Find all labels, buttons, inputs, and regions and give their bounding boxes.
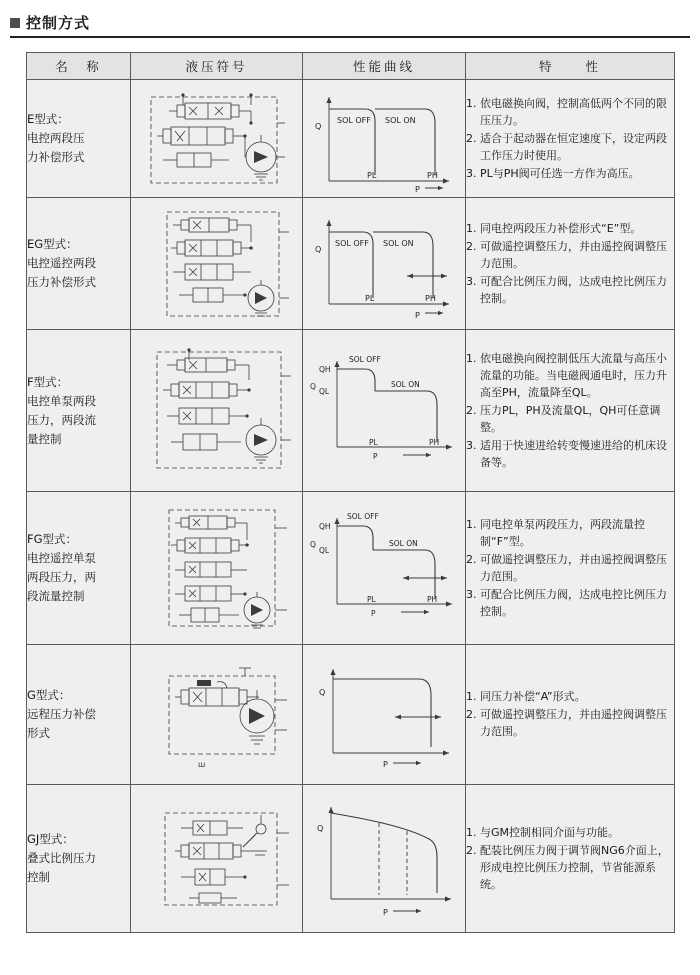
feature-item: 3. 适用于快速进给转变慢速进给的机床设备等。 [466, 438, 667, 469]
hydraulic-symbol-cell [131, 80, 303, 198]
performance-curve-cell [303, 645, 466, 785]
row-name-line: 力补偿形式 [27, 150, 85, 164]
curve-series-label: SOL OFF [348, 354, 381, 364]
performance-curve-eg [307, 208, 462, 320]
row-name-cell [27, 80, 131, 198]
row-name-cell [27, 198, 131, 330]
row-name-line: 段流量控制 [27, 589, 85, 603]
curve-y-axis-label: Q [309, 381, 316, 391]
row-name-line: 量控制 [27, 431, 62, 446]
column-header-curve: 性能曲线 [303, 53, 466, 80]
row-name-line: 压力补偿形式 [27, 275, 96, 289]
hydraulic-symbol-diagram-e [133, 83, 301, 195]
feature-item: 1. 同压力补偿“A”形式。 [466, 690, 586, 703]
row-name-cell [27, 645, 131, 785]
row-name-cell [27, 330, 131, 492]
page-title [10, 12, 90, 33]
features-cell [466, 785, 675, 933]
curve-series-label: SOL ON [390, 379, 420, 389]
page-title-text: 控制方式 [26, 14, 91, 32]
table-row [27, 645, 675, 785]
feature-item: 2. 可做遥控调整压力，并由遥控阀调整压力范围。 [466, 552, 667, 583]
row-name-line: E型式： [27, 112, 69, 126]
table-row [27, 198, 675, 330]
feature-item: 3. 可配合比例压力阀，达成电控比例压力控制。 [466, 587, 667, 618]
hydraulic-symbol-diagram-fg [133, 496, 301, 640]
row-name-cell [27, 492, 131, 645]
feature-item: 2. 配装比例压力阀于调节阀NG6介面上，形成电控比例压力控制，节省能源系统。 [466, 843, 669, 891]
curve-x-axis-label: P [382, 759, 388, 769]
curve-y-axis-label: Q [314, 244, 321, 254]
features-cell [466, 492, 675, 645]
curve-y-axis-label: Q [309, 540, 316, 549]
curve-series-label: SOL OFF [336, 115, 371, 125]
curve-x-tick: PL [368, 437, 378, 447]
performance-curve-fg [307, 504, 462, 632]
control-type-table [26, 52, 675, 933]
row-name-line: 形式 [27, 726, 50, 740]
curve-y-axis-label: Q [314, 121, 321, 131]
row-name-line: 压力，两段流 [27, 412, 96, 427]
row-name-line: 叠式比例压力 [27, 851, 96, 865]
feature-item: 1. 与GM控制相同介面与功能。 [466, 825, 620, 839]
performance-curve-f [307, 347, 462, 475]
feature-item: 1. 依电磁换向阀，控制高低两个不同的限压压力。 [466, 96, 667, 127]
curve-y-tick: QH [318, 364, 331, 374]
table-header-row [27, 53, 675, 80]
curve-y-axis-label: Q [318, 687, 325, 697]
table-row [27, 330, 675, 492]
feature-item: 3. PL与PH阀可任选一方作为高压。 [466, 166, 640, 180]
row-name-line: 控制 [27, 870, 50, 884]
column-header-name: 名 称 [27, 53, 131, 80]
curve-x-tick: PL [364, 293, 374, 303]
hydraulic-symbol-diagram-g [133, 650, 301, 780]
curve-x-tick: PH [426, 170, 438, 180]
hydraulic-symbol-cell [131, 492, 303, 645]
curve-x-axis-label: P [372, 451, 378, 461]
hydraulic-symbol-diagram-f [133, 336, 301, 486]
features-cell [466, 645, 675, 785]
performance-curve-cell [303, 492, 466, 645]
hydraulic-symbol-cell [131, 785, 303, 933]
curve-x-tick: PL [366, 170, 376, 180]
row-name-line: 电控遥控两段 [27, 256, 96, 270]
row-name-line: EG型式： [27, 237, 78, 251]
row-name-line: FG型式： [27, 532, 78, 546]
curve-x-axis-label: P [382, 907, 388, 917]
row-name-line: G型式： [27, 688, 71, 702]
curve-y-tick: QH [318, 522, 331, 531]
hydraulic-symbol-diagram-eg [133, 202, 301, 326]
row-name-line: 电控两段压 [27, 131, 85, 145]
hydraulic-symbol-cell [131, 198, 303, 330]
hydraulic-symbol-cell [131, 330, 303, 492]
performance-curve-cell [303, 80, 466, 198]
column-header-symbol: 液压符号 [131, 53, 303, 80]
hydraulic-symbol-diagram-gj [133, 789, 301, 929]
performance-curve-g [307, 655, 462, 775]
performance-curve-cell [303, 330, 466, 492]
table-row [27, 785, 675, 933]
curve-x-axis-label: P [414, 184, 420, 193]
feature-item: 2. 适合于起动器在恒定速度下，设定两段工作压力时使用。 [466, 131, 667, 162]
feature-item: 2. 可做遥控调整压力，并由遥控阀调整压力范围。 [466, 708, 667, 738]
curve-x-tick: PH [428, 437, 439, 447]
curve-x-tick: PH [424, 293, 436, 303]
feature-item: 2. 可做遥控调整压力，并由遥控阀调整压力范围。 [466, 239, 667, 270]
curve-x-tick: PL [366, 595, 376, 604]
feature-item: 2. 压力PL，PH及流量QL，QH可任意调整。 [466, 403, 661, 434]
row-name-line: 两段压力，两 [27, 570, 96, 584]
feature-item: 1. 同电控单泵两段压力，两段流量控制“F”型。 [466, 517, 645, 548]
performance-curve-cell [303, 785, 466, 933]
features-cell [466, 198, 675, 330]
row-name-line: 电控遥控单泵 [27, 551, 96, 565]
curve-y-tick: QL [318, 546, 329, 555]
column-header-features: 特 性 [466, 53, 675, 80]
performance-curve-e [307, 85, 462, 193]
table-row [27, 80, 675, 198]
features-cell [466, 80, 675, 198]
performance-curve-gj [307, 795, 462, 923]
svg-text:ш: ш [197, 759, 205, 769]
row-name-line: F型式： [27, 374, 69, 389]
row-name-line: GJ型式： [27, 832, 74, 846]
curve-y-tick: QL [318, 386, 329, 396]
feature-item: 1. 依电磁换向阀控制低压大流量与高压小流量的功能。当电磁阀通电时，压力升高至PH，流量降至QL。 [466, 351, 667, 399]
performance-curve-cell [303, 198, 466, 330]
curve-x-axis-label: P [414, 310, 420, 320]
curve-series-label: SOL ON [382, 238, 414, 248]
curve-series-label: SOL OFF [346, 512, 379, 521]
curve-y-axis-label: Q [316, 823, 323, 833]
feature-item: 3. 可配合比例压力阀，达成电控比例压力控制。 [466, 274, 667, 305]
row-name-line: 远程压力补偿 [27, 707, 96, 721]
curve-series-label: SOL ON [388, 539, 418, 548]
curve-series-label: SOL ON [384, 115, 416, 125]
curve-x-axis-label: P [370, 609, 376, 618]
curve-x-tick: PH [426, 595, 437, 604]
features-cell [466, 330, 675, 492]
title-marker-icon [10, 18, 20, 28]
hydraulic-symbol-cell [131, 645, 303, 785]
title-divider [10, 36, 690, 38]
feature-item: 1. 同电控两段压力补偿形式“E”型。 [466, 221, 642, 235]
table-row [27, 492, 675, 645]
row-name-line: 电控单泵两段 [27, 393, 96, 408]
row-name-cell [27, 785, 131, 933]
curve-series-label: SOL OFF [334, 238, 369, 248]
